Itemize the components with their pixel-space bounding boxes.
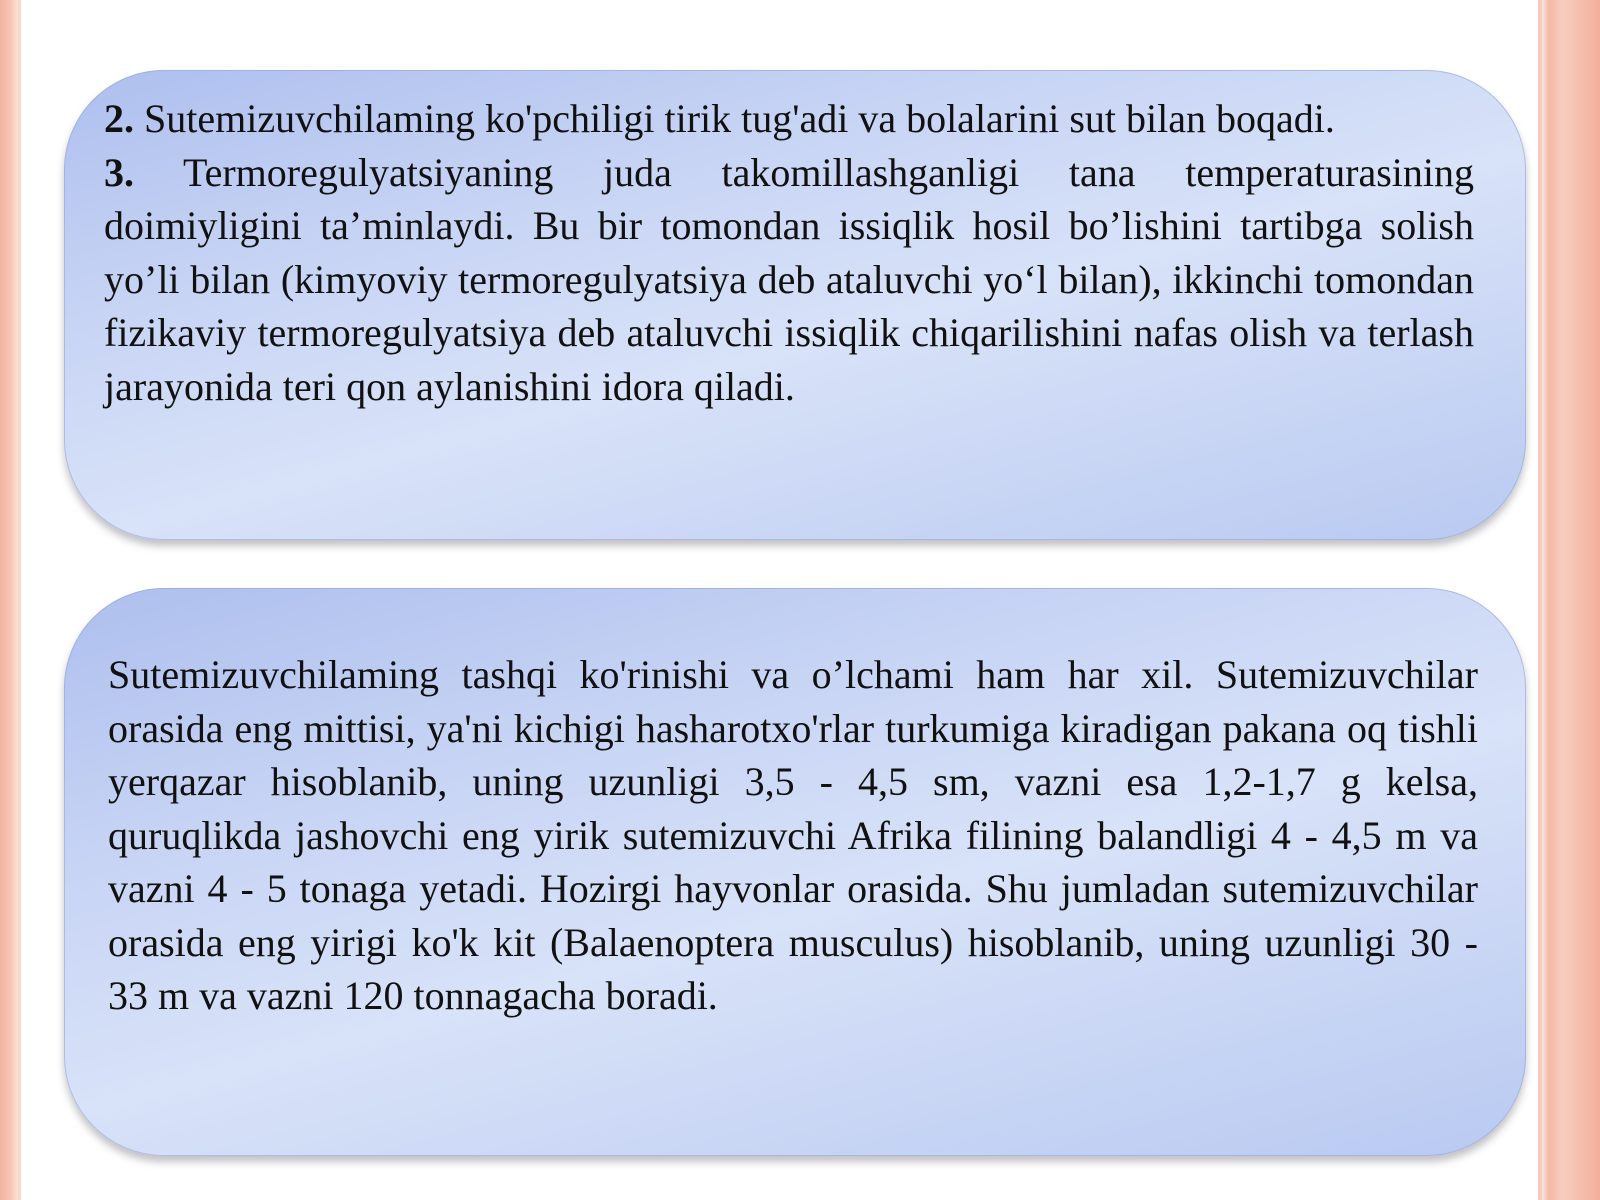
- text-box-top-content: [104, 92, 1474, 413]
- slide-frame-left-line: [18, 0, 21, 1200]
- text-box-bottom: [64, 588, 1526, 1156]
- item-text-3: Termoregulyatsiyaning juda takomillashganligi tana temperaturasining doimiyligini ta’minlaydi. Bu bir tomondan issiqlik hosil bo’lishini tartibga solish yo’li bilan (kimyoviy termoregulyatsiya deb ataluvchi yo‘l bilan), ikkinchi tomondan fizikaviy termoregulyatsiya deb ataluvchi issiqlik chiqarilishini nafas olish va terlash jarayonida teri qon aylanishini idora qiladi.: [104, 149, 1474, 409]
- paragraph-mammal-sizes: Sutemizuvchilaming tashqi ko'rinishi va o’lchami ham har xil. Sutemizuvchilar orasida eng mittisi, ya'ni kichigi hasharotxo'rlar turkumiga kiradigan pakana oq tishli yerqazar hisoblanib, uning uzunligi 3,5 - 4,5 sm, vazni esa 1,2-1,7 g kelsa, quruqlikda jashovchi eng yirik sutemizuvchi Afrika filining balandligi 4 - 4,5 m va vazni 4 - 5 tonaga yetadi. Hozirgi hayvonlar orasida. Shu jumladan sutemizuvchilar orasida eng yirigi ko'k kit (Balaenoptera musculus) hisoblanib, uning uzunligi 30 - 33 m va vazni 120 tonnagacha boradi.: [108, 652, 1478, 1018]
- text-box-bottom-content: [108, 648, 1478, 1023]
- paragraph-item-2: [104, 92, 1474, 146]
- slide-frame-left: [0, 0, 18, 1200]
- text-box-top: [64, 70, 1526, 540]
- paragraph-item-3: [104, 146, 1474, 414]
- item-text-2: Sutemizuvchilaming ko'pchiligi tirik tug'adi va bolalarini sut bilan boqadi.: [144, 96, 1335, 141]
- item-number-2: 2.: [104, 96, 134, 141]
- slide-frame-right: [1542, 0, 1600, 1200]
- item-number-3: 3.: [104, 149, 134, 195]
